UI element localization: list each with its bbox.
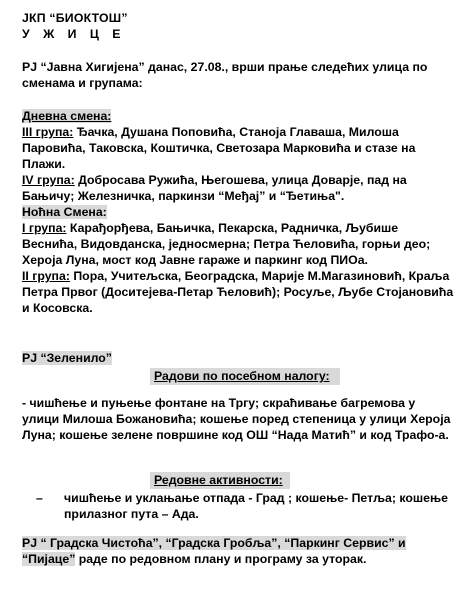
- group-label: III група:: [22, 125, 74, 139]
- regular-activities-heading: Редовне активности:: [150, 472, 290, 489]
- regular-activities-text: чишћење и уклањање отпада - Град ; кошење- Петља; кошење прилазног пута – Ада.: [64, 491, 448, 521]
- bullet-dash: –: [36, 491, 43, 505]
- group-label: IV група:: [22, 173, 75, 187]
- footer-paragraph: [22, 535, 454, 567]
- city-name: У Ж И Ц Е: [22, 27, 126, 41]
- day-group-4: [22, 172, 454, 204]
- group-streets: Карађорђева, Бањичка, Пекарска, Радничка, Љубише Веснића, Видовданска, једносмерна; Петра Ћеловића, горњи део; Хероја Луна, мост код Јавне гараже и паркинг код ПИОа.: [22, 221, 431, 267]
- intro-paragraph: РЈ “Јавна Хигијена” данас, 27.08., врши прање следећих улица по сменама и групама:: [22, 60, 428, 90]
- night-group-1: [22, 220, 454, 268]
- group-streets: Пора, Учитељска, Београдска, Марије М.Магазиновић, Краља Петра Првог (Доситејева-Петар Ћеловић); Росуље, Љубе Стојановића и Косовска.: [22, 269, 454, 315]
- greenery-title: РЈ “Зеленило”: [22, 351, 112, 365]
- organization-name: ЈКП “БИОКТОШ”: [22, 11, 128, 25]
- night-shift-title: Ноћна Смена:: [22, 205, 107, 219]
- footer-units: РЈ “ Градска Чистоћа”, “Градска Гробља”, “Паркинг Сервис” и “Пијаце”: [22, 536, 406, 566]
- group-label: II група:: [22, 269, 70, 283]
- special-works-heading: Радови по посебном налогу:: [150, 368, 340, 385]
- special-works-text: - чишћење и пуњење фонтане на Тргу; скраћивање багремова у улици Милоша Божановића; кошење поред степеница у улици Хероја Луна; кошење зелене површине код ОШ “Нада Матић” и код Трафо-а.: [22, 396, 451, 442]
- footer-rest: раде по редовном плану и програму за уторак.: [75, 552, 367, 566]
- night-group-2: [22, 268, 454, 316]
- group-streets: Ђачка, Душана Поповића, Станоја Главаша, Милоша Паровића, Таковска, Коштичка, Светозара Марковића и стазе на Плажи.: [22, 125, 416, 171]
- group-streets: Добросава Ружића, Његошева, улица Доварје, пад на Бањичу; Железничка, паркинзи “Међај” и “Ђетиња".: [22, 173, 407, 203]
- day-group-3: [22, 124, 454, 172]
- shifts-section: [22, 108, 454, 316]
- group-label: I група:: [22, 221, 67, 235]
- day-shift-title: Дневна смена:: [22, 109, 112, 123]
